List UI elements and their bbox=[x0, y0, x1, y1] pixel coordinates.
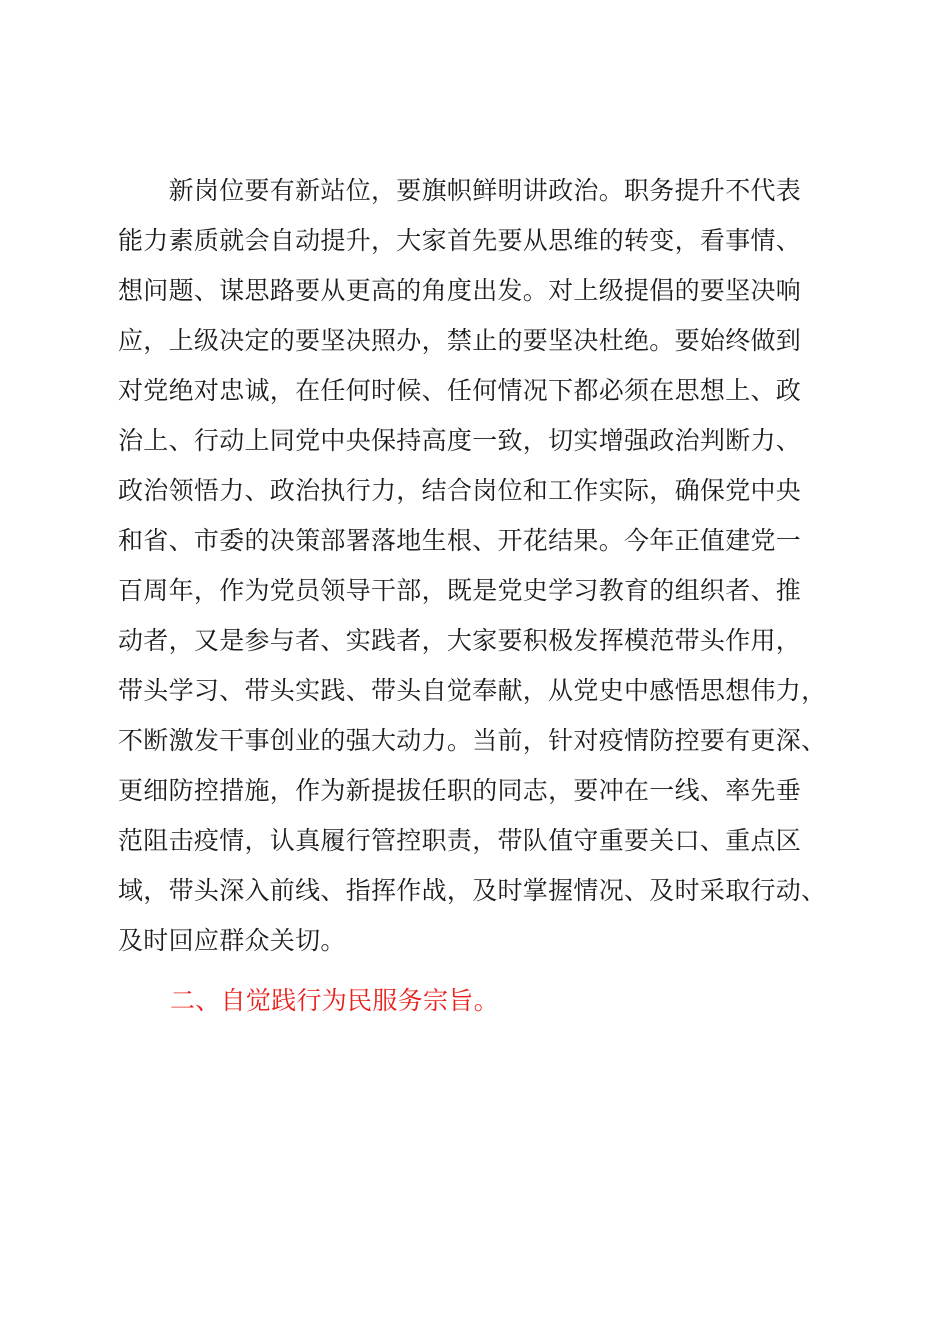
paragraph-line: 域，带头深入前线、指挥作战，及时掌握情况、及时采取行动、 bbox=[118, 876, 827, 905]
paragraph-line: 能力素质就会自动提升，大家首先要从思维的转变，看事情、 bbox=[118, 226, 802, 255]
paragraph-line: 应，上级决定的要坚决照办，禁止的要坚决杜绝。要始终做到 bbox=[118, 326, 802, 355]
body-paragraph bbox=[118, 166, 858, 966]
paragraph-line: 带头学习、带头实践、带头自觉奉献，从党史中感悟思想伟力， bbox=[118, 676, 827, 705]
paragraph-line: 治上、行动上同党中央保持高度一致，切实增强政治判断力、 bbox=[118, 426, 802, 455]
paragraph-line: 政治领悟力、政治执行力，结合岗位和工作实际，确保党中央 bbox=[118, 476, 802, 505]
paragraph-line: 想问题、谋思路要从更高的角度出发。对上级提倡的要坚决响 bbox=[118, 276, 802, 305]
paragraph-line: 对党绝对忠诚，在任何时候、任何情况下都必须在思想上、政 bbox=[118, 376, 802, 405]
section-heading: 二、自觉践行为民服务宗旨。 bbox=[170, 986, 499, 1015]
paragraph-line: 新岗位要有新站位，要旗帜鲜明讲政治。职务提升不代表 bbox=[118, 176, 802, 205]
paragraph-line: 和省、市委的决策部署落地生根、开花结果。今年正值建党一 bbox=[118, 526, 802, 555]
paragraph-line: 范阻击疫情，认真履行管控职责，带队值守重要关口、重点区 bbox=[118, 826, 802, 855]
paragraph-line: 更细防控措施，作为新提拔任职的同志，要冲在一线、率先垂 bbox=[118, 776, 802, 805]
paragraph-line: 动者，又是参与者、实践者，大家要积极发挥模范带头作用， bbox=[118, 626, 802, 655]
paragraph-line: 百周年，作为党员领导干部，既是党史学习教育的组织者、推 bbox=[118, 576, 802, 605]
paragraph-line: 及时回应群众关切。 bbox=[118, 926, 346, 955]
paragraph-line: 不断激发干事创业的强大动力。当前，针对疫情防控要有更深、 bbox=[118, 726, 827, 755]
